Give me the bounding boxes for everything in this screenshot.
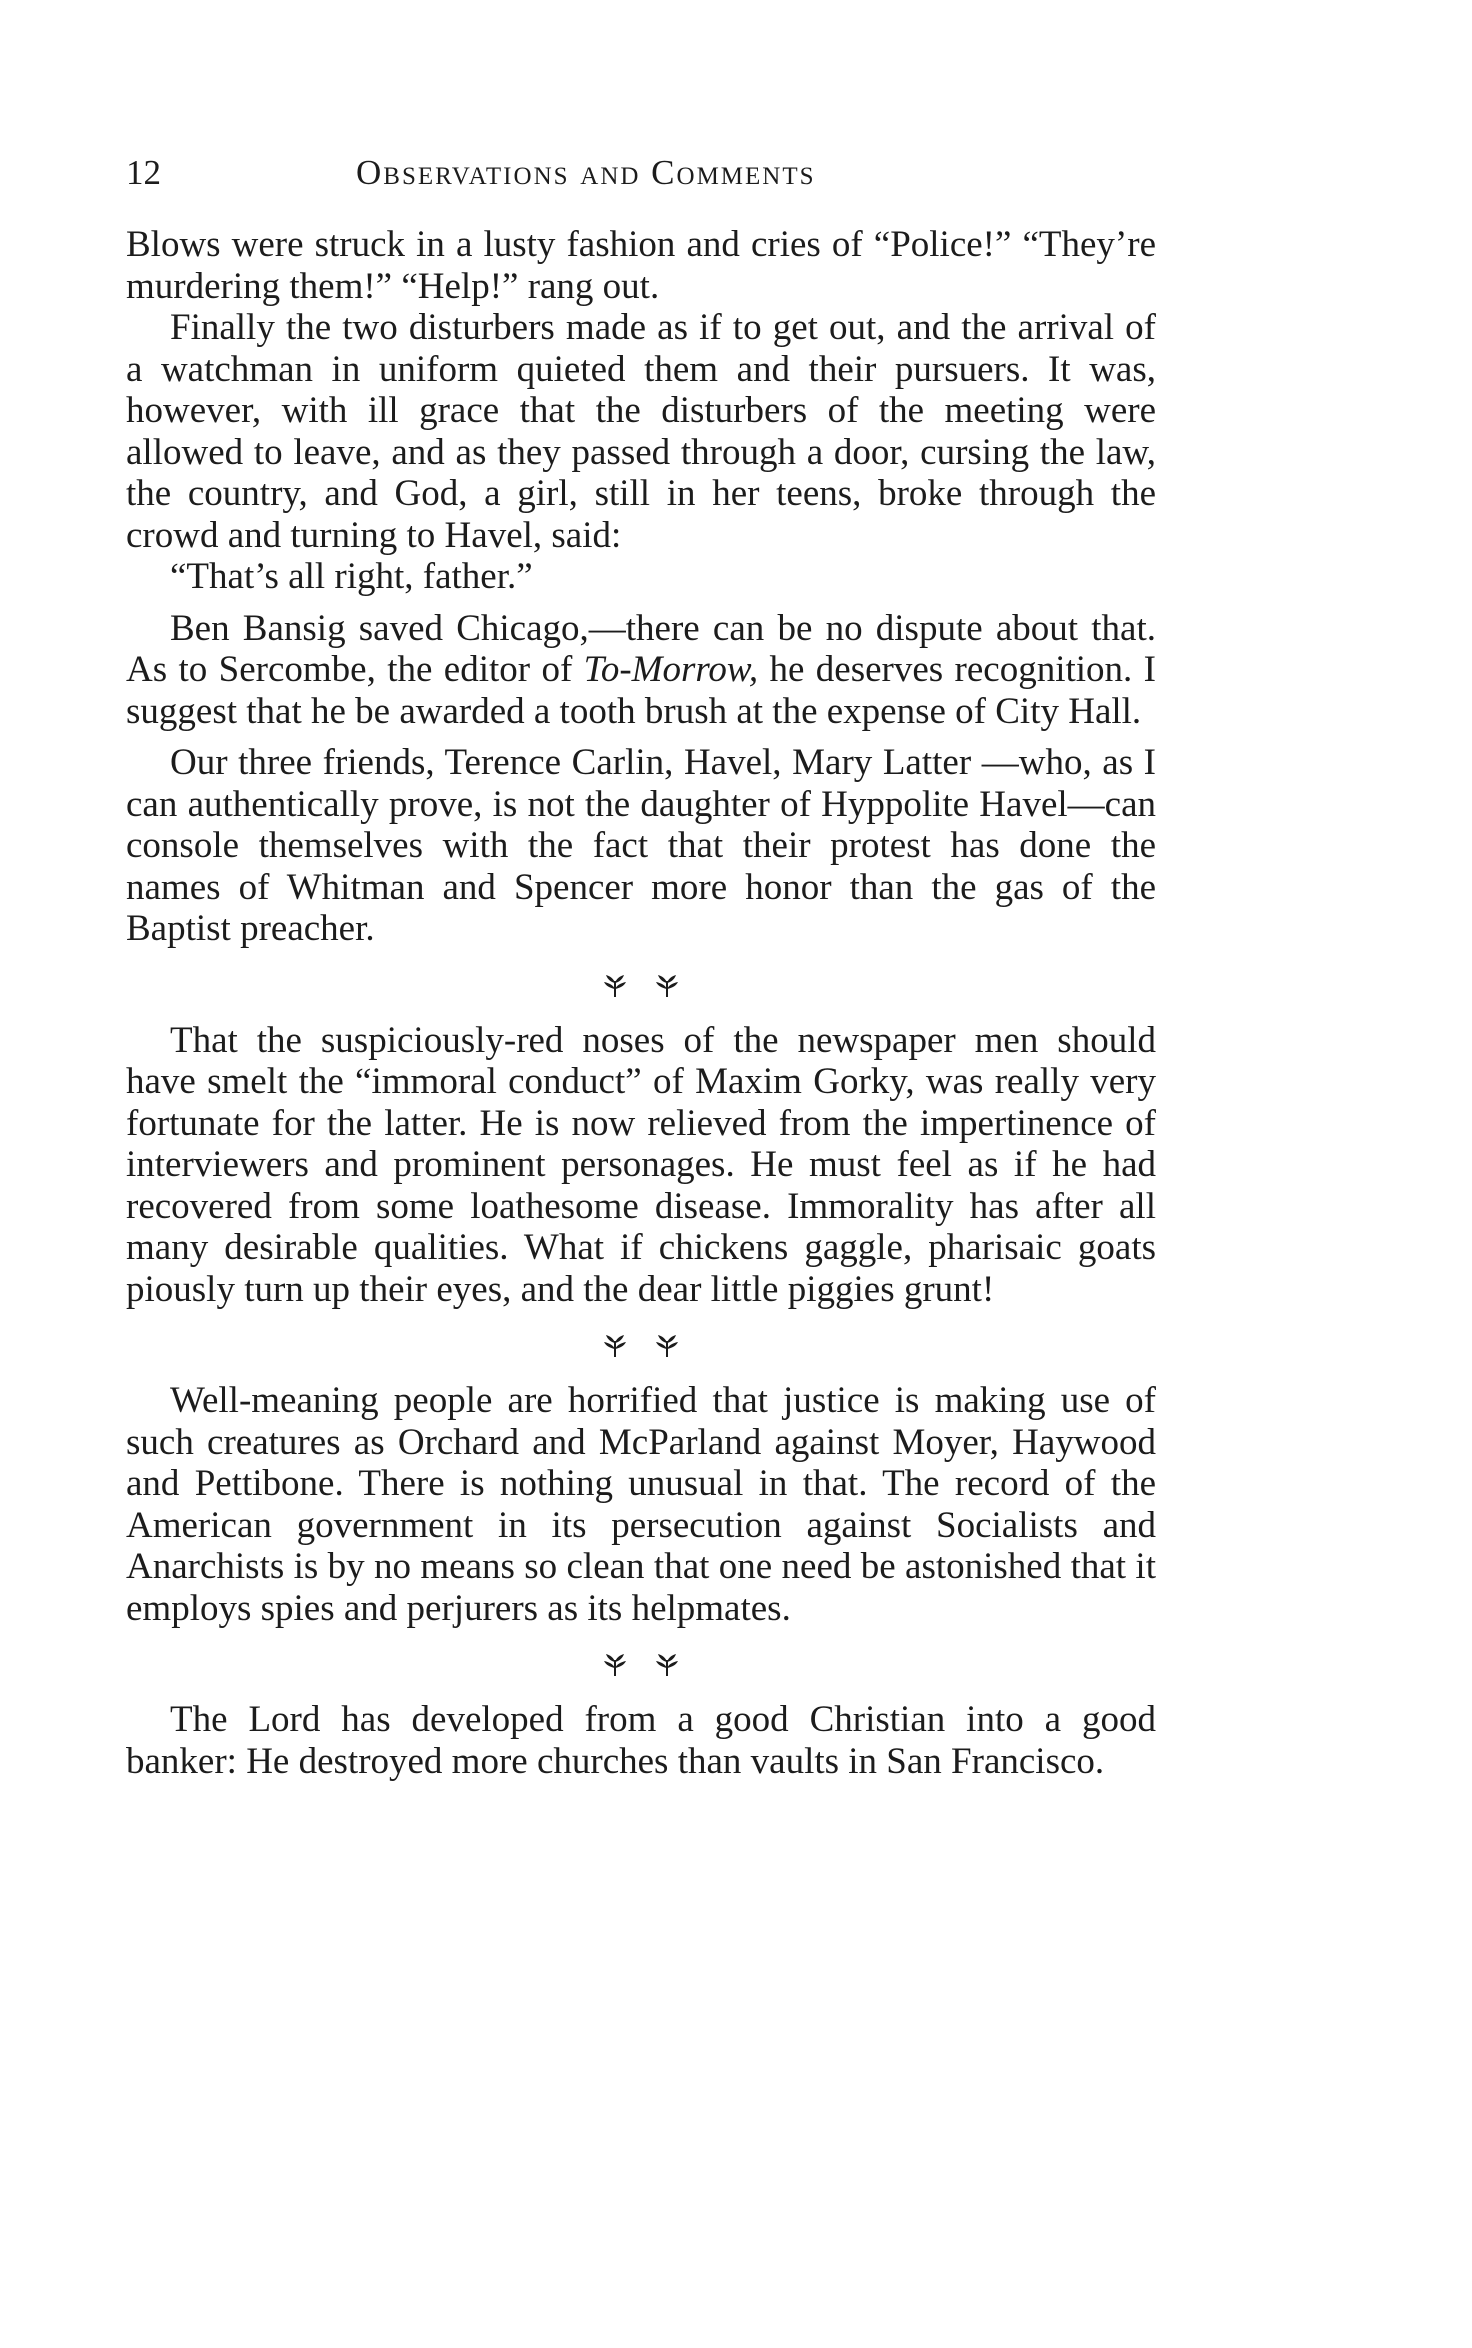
section-divider xyxy=(126,958,1156,1014)
paragraph-disturbers: Finally the two disturbers made as if to get out, and the arrival of a watchman in uniform quieted them and their pursuers. It was, however, with ill grace that the disturbers of the meeting were allowed to leave, and as they passed through a door, cursing the law, the country, and God, a girl, still in her teens, broke through the crowd and turning to Havel, said: xyxy=(126,307,1156,556)
running-title: Observations and Comments xyxy=(356,153,816,192)
paragraph-lord: The Lord has developed from a good Christian into a good banker: He destroyed more churches than vaults in San Francisco. xyxy=(126,1699,1156,1782)
leaf-sprig-icon xyxy=(602,973,628,999)
paragraph-justice: Well-meaning people are horrified that justice is making use of such creatures as Orchard and McParland against Moyer, Haywood and Pettibone. There is nothing unusual in that. The record of the American government in its persecution against Socialists and Anarchists is by no means so clean that one need be astonished that it employs spies and perjurers as its helpmates. xyxy=(126,1380,1156,1629)
paragraph-gorky: That the suspiciously-red noses of the newspaper men should have smelt the “immoral conduct” of Maxim Gorky, was really very fortunate for the latter. He is now relieved from the impertinence of interviewers and prominent personages. He must feel as if he had recovered from some loathesome disease. Immorality has after all many desirable qualities. What if chickens gaggle, pharisaic goats piously turn up their eyes, and the dear little piggies grunt! xyxy=(126,1019,1156,1310)
body-text xyxy=(126,224,1156,1782)
bansig-text-end: he deserves recognition. I suggest that he be awarded a tooth brush at the expense of City Hall. xyxy=(126,649,1156,732)
section-divider xyxy=(126,1318,1156,1374)
paragraph-friends: Our three friends, Terence Carlin, Havel, Mary Latter —who, as I can authentically prove, is not the daughter of Hyppolite Havel—can console themselves with the fact that their protest has done the names of Whitman and Spencer more honor than the gas of the Baptist preacher. xyxy=(126,742,1156,949)
paragraph-blows: Blows were struck in a lusty fashion and cries of “Police!” “They’re murdering them!” “Help!” rang out. xyxy=(126,224,1156,307)
publication-title: To-Morrow, xyxy=(583,649,759,690)
running-head xyxy=(126,148,1156,198)
page-number: 12 xyxy=(126,153,161,192)
leaf-sprig-icon xyxy=(602,1333,628,1359)
leaf-sprig-icon xyxy=(654,1333,680,1359)
leaf-sprig-icon xyxy=(654,1652,680,1678)
paragraph-bansig xyxy=(126,608,1156,733)
leaf-sprig-icon xyxy=(602,1652,628,1678)
bansig-text-start: Ben Bansig saved Chicago,—there can be no dispute about that. As to Sercombe, the editor of xyxy=(126,607,1156,690)
leaf-sprig-icon xyxy=(654,973,680,999)
section-divider xyxy=(126,1637,1156,1693)
paragraph-quote: “That’s all right, father.” xyxy=(170,556,533,597)
